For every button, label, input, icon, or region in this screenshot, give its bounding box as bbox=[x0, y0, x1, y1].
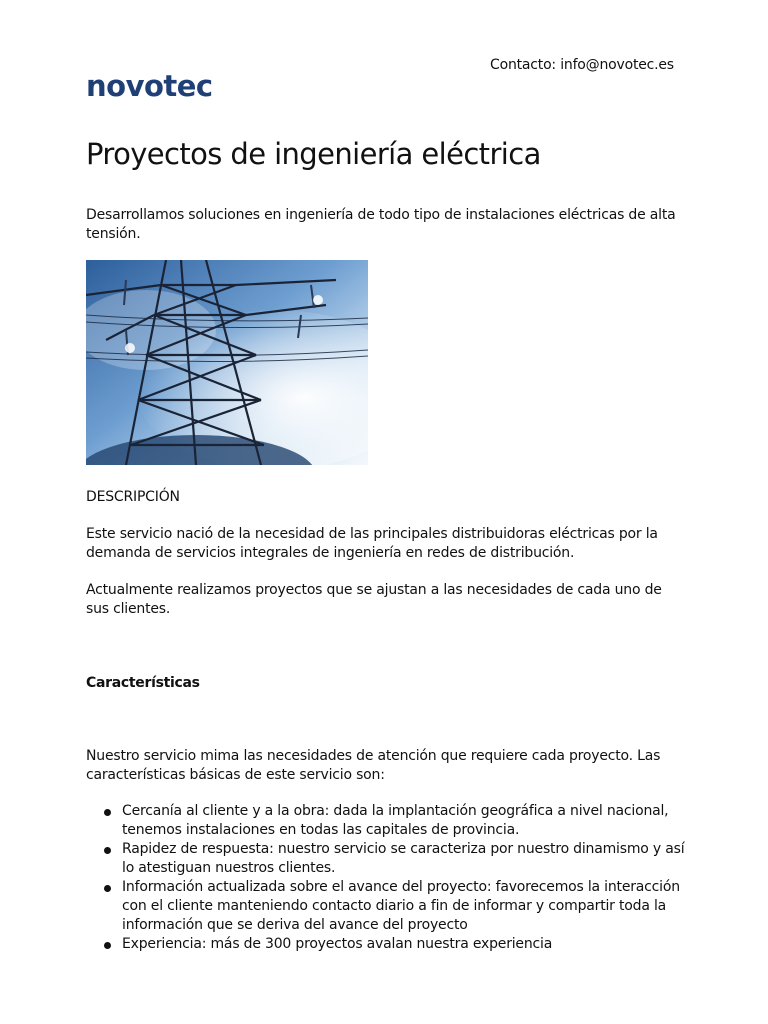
list-item bbox=[86, 935, 686, 954]
feature-text: Información actualizada sobre el avance del proyecto: favorecemos la interacción con el cliente manteniendo contacto diario a fin de informar y compartir toda la información que se deriva del avance del proyecto bbox=[122, 879, 680, 933]
description-paragraph-1: Este servicio nació de la necesidad de las principales distribuidoras eléctricas por la demanda de servicios integrales de ingeniería en redes de distribución. bbox=[86, 526, 658, 561]
company-logo: novotec bbox=[86, 69, 213, 103]
list-item bbox=[86, 878, 686, 935]
intro-paragraph: Desarrollamos soluciones en ingeniería de todo tipo de instalaciones eléctricas de alta tensión. bbox=[86, 207, 676, 242]
bullet-icon bbox=[104, 942, 111, 949]
bullet-icon bbox=[104, 847, 111, 854]
feature-text: Experiencia: más de 300 proyectos avalan nuestra experiencia bbox=[122, 936, 553, 952]
description-paragraph-2: Actualmente realizamos proyectos que se ajustan a las necesidades de cada uno de sus clientes. bbox=[86, 582, 662, 617]
features-intro-paragraph: Nuestro servicio mima las necesidades de atención que requiere cada proyecto. Las características básicas de este servicio son: bbox=[86, 748, 661, 783]
features-heading: Características bbox=[86, 675, 200, 691]
feature-text: Rapidez de respuesta: nuestro servicio se caracteriza por nuestro dinamismo y así lo atestiguan nuestros clientes. bbox=[122, 841, 685, 876]
features-list bbox=[86, 802, 686, 954]
description-heading: DESCRIPCIÓN bbox=[86, 489, 180, 505]
feature-text: Cercanía al cliente y a la obra: dada la implantación geográfica a nivel nacional, tenemos instalaciones en todas las capitales de provincia. bbox=[122, 803, 669, 838]
bullet-icon bbox=[104, 809, 111, 816]
power-tower-illustration bbox=[86, 260, 368, 465]
list-item bbox=[86, 840, 686, 878]
bullet-icon bbox=[104, 885, 111, 892]
power-tower-image bbox=[86, 260, 368, 465]
contact-email: Contacto: info@novotec.es bbox=[490, 57, 674, 73]
page-title: Proyectos de ingeniería eléctrica bbox=[86, 137, 541, 171]
list-item bbox=[86, 802, 686, 840]
